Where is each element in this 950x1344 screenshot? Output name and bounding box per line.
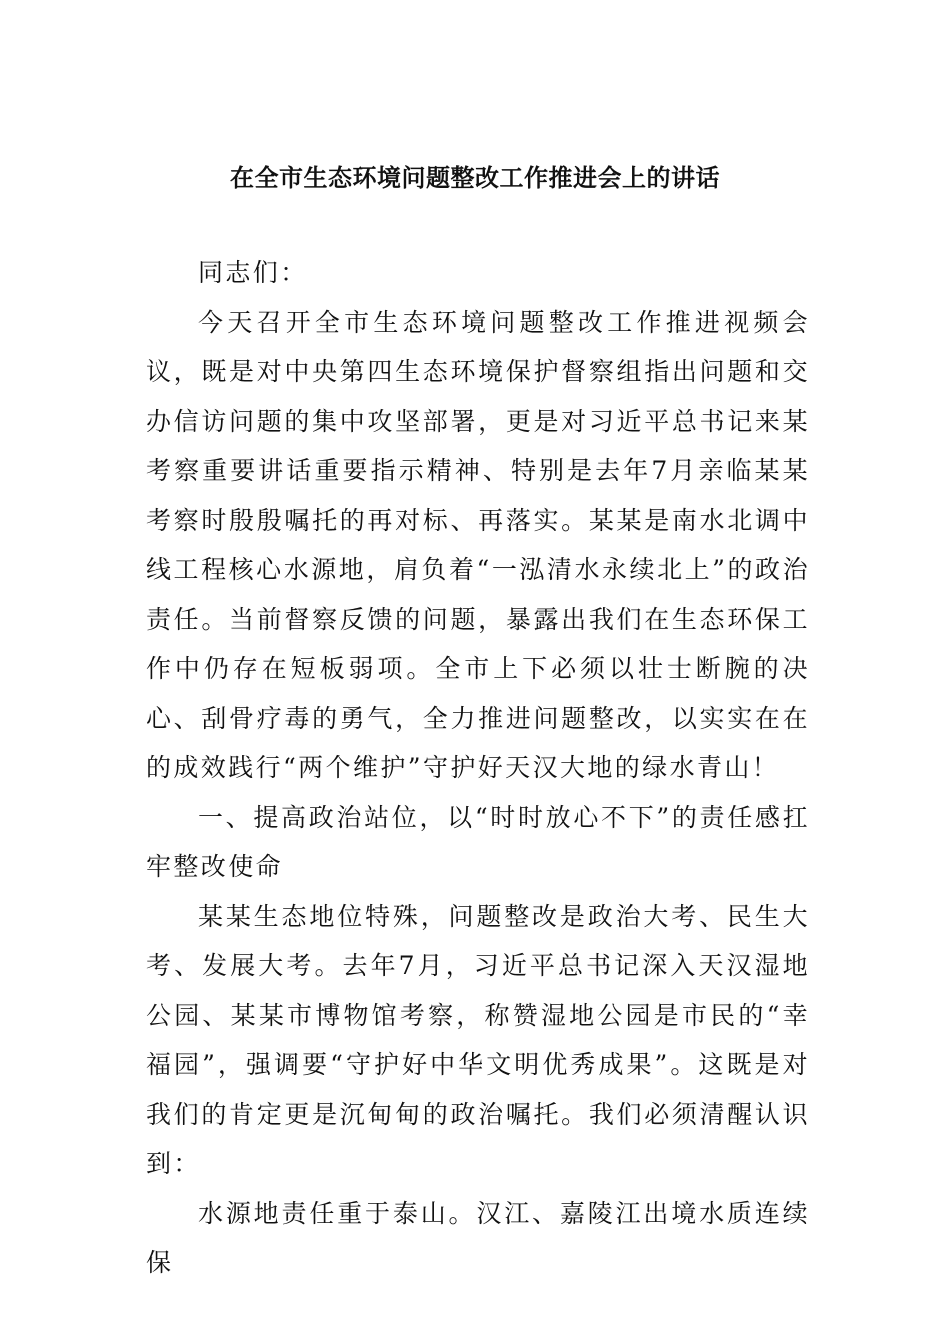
page-title: 在全市生态环境问题整改工作推进会上的讲话 [230,163,720,192]
paragraph: 今天召开全市生态环境问题整改工作推进视频会议，既是对中央第四生态环境保护督察组指出问题和交办信访问题的集中攻坚部署，更是对习近平总书记来某考察重要讲话重要指示精神、特别是去年7月亲临某某考察时殷殷嘱托的再对标、再落实。某某是南水北调中线工程核心水源地，肩负着“一泓清水永续北上”的政治责任。当前督察反馈的问题，暴露出我们在生态环保工作中仍存在短板弱项。全市上下必须以壮士断腕的决心、刮骨疗毒的勇气，全力推进问题整改，以实实在在的成效践行“两个维护”守护好天汉大地的绿水青山！ [146,307,810,782]
paragraph: 某某生态地位特殊，问题整改是政治大考、民生大考、发展大考。去年7月，习近平总书记深入天汉湿地公园、某某市博物馆考察，称赞湿地公园是市民的“幸福园”，强调要“守护好中华文明优秀成果”。这既是对我们的肯定更是沉甸甸的政治嘱托。我们必须清醒认识到： [146,901,810,1178]
paragraph: 水源地责任重于泰山。汉江、嘉陵江出境水质连续保 [146,1198,810,1277]
document-body [146,220,810,1288]
greeting: 同志们： [198,258,308,287]
section-heading: 一、提高政治站位，以“时时放心不下”的责任感扛牢整改使命 [146,802,810,881]
